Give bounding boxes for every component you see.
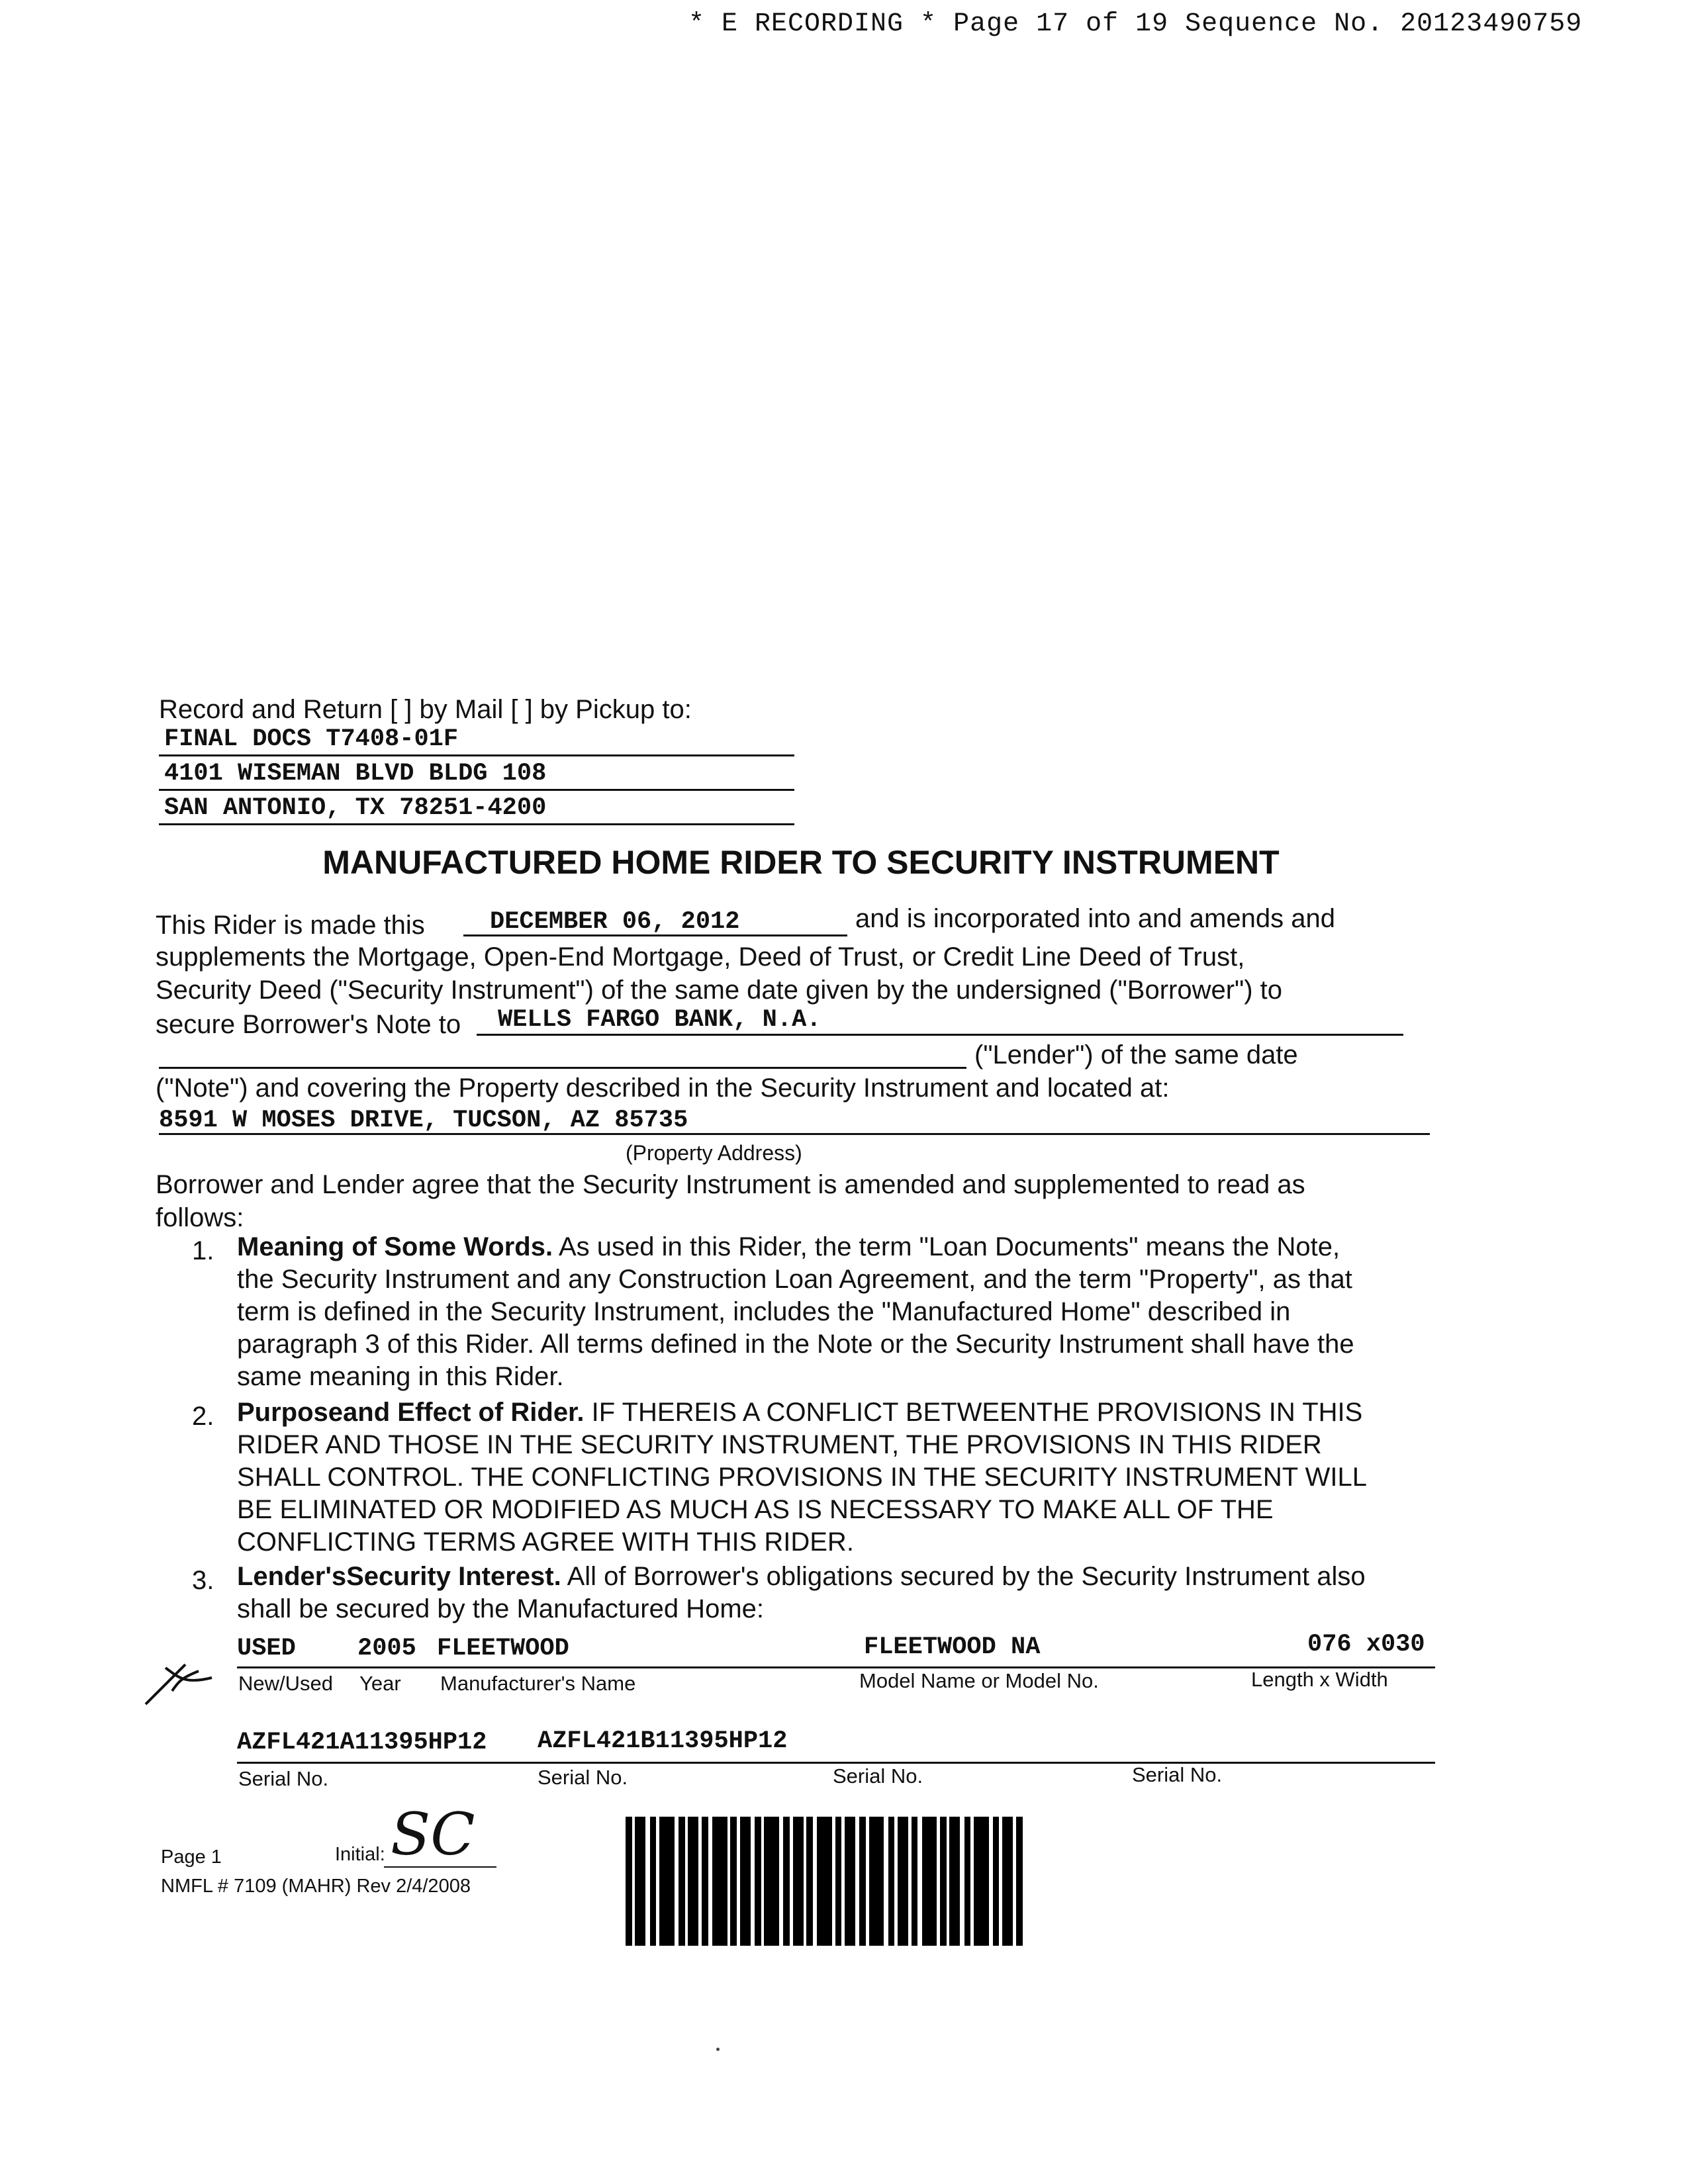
item-3-heading: Lender'sSecurity Interest.	[237, 1562, 561, 1591]
barcode-bar	[764, 1817, 778, 1946]
item-2-text: IF THEREIS A CONFLICT BETWEENTHE PROVISIONS IN THIS RIDER AND THOSE IN THE SECURITY INSTRUMENT, THE PROVISIONS IN THIS RIDER SHALL CONTROL. THE CONFLICTING PROVISIONS IN THE SECURITY INSTRUMENT WILL BE ELIMINATED OR MODIFIED AS MUCH AS IS NECESSARY TO MAKE ALL OF THE CONFLICTING TERMS AGREE WITH THIS RIDER.	[237, 1398, 1366, 1557]
rider-date: DECEMBER 06, 2012	[490, 908, 740, 936]
item-1-heading: Meaning of Some Words.	[237, 1232, 553, 1261]
intro-line3: Security Deed ("Security Instrument") of the same date given by the undersigned ("Borrower") to	[156, 976, 1283, 1005]
barcode-bar	[940, 1817, 947, 1946]
home-new-used: USED	[237, 1635, 296, 1662]
return-address-line-1: FINAL DOCS T7408-01F	[159, 721, 794, 756]
serial-caption-2: Serial No.	[538, 1766, 628, 1789]
serial-caption-4: Serial No.	[1132, 1763, 1223, 1786]
lender-name: WELLS FARGO BANK, N.A.	[498, 1006, 821, 1034]
barcode-bar	[740, 1817, 751, 1946]
intro-line1-rest: and is incorporated into and amends and	[855, 904, 1335, 933]
agree-line1: Borrower and Lender agree that the Security Instrument is amended and supplemented to read as	[156, 1170, 1305, 1199]
barcode-bar	[835, 1817, 842, 1946]
item-2-number: 2.	[192, 1402, 214, 1431]
return-address-line-3: SAN ANTONIO, TX 78251-4200	[159, 790, 794, 825]
initial-underline	[384, 1866, 496, 1868]
caption-size: Length x Width	[1251, 1668, 1388, 1691]
property-address: 8591 W MOSES DRIVE, TUCSON, AZ 85735	[159, 1107, 688, 1134]
item-3-text: All of Borrower's obligations secured by the Security Instrument also shall be secured by the Manufactured Home:	[237, 1562, 1366, 1623]
item-1-number: 1.	[192, 1236, 214, 1265]
barcode-bar	[1016, 1817, 1023, 1946]
barcode-bar	[845, 1817, 855, 1946]
serial-row-underline	[237, 1762, 1435, 1764]
barcode-bar	[993, 1817, 1000, 1946]
home-size: 076 x030	[1307, 1631, 1425, 1659]
barcode-bar	[949, 1817, 960, 1946]
barcode-bar	[650, 1817, 657, 1946]
barcode-bar	[964, 1817, 971, 1946]
barcode-bar	[783, 1817, 790, 1946]
scan-speck	[716, 2048, 720, 2051]
barcode-bar	[755, 1817, 761, 1946]
barcode-bar	[869, 1817, 884, 1946]
home-model: FLEETWOOD NA	[864, 1633, 1041, 1661]
barcode-bar	[898, 1817, 908, 1946]
agree-line2: follows:	[156, 1203, 244, 1232]
item-3-paragraph	[237, 1561, 1376, 1625]
home-manufacturer: FLEETWOOD	[437, 1635, 569, 1662]
serial-number-2: AZFL421B11395HP12	[538, 1727, 788, 1755]
barcode-bar	[712, 1817, 727, 1946]
lender-underline	[477, 1034, 1403, 1036]
return-address-line-2: 4101 WISEMAN BLVD BLDG 108	[159, 756, 794, 791]
serial-caption-1: Serial No.	[238, 1767, 329, 1790]
intro-line2: supplements the Mortgage, Open-End Mortgage, Deed of Trust, or Credit Line Deed of Trust,	[156, 942, 1245, 972]
intro-made-this: This Rider is made this	[156, 911, 425, 940]
initial-label: Initial:	[335, 1844, 385, 1865]
lender-continuation-underline	[159, 1067, 966, 1069]
serial-caption-3: Serial No.	[833, 1764, 923, 1788]
caption-model: Model Name or Model No.	[859, 1669, 1099, 1692]
caption-new-used: New/Used	[238, 1672, 333, 1695]
barcode-bar	[679, 1817, 685, 1946]
intro-line4-start: secure Borrower's Note to	[156, 1010, 461, 1039]
barcode-bar	[817, 1817, 831, 1946]
intro-line6: ("Note") and covering the Property described in the Security Instrument and located at:	[156, 1073, 1170, 1103]
barcode-bar	[730, 1817, 737, 1946]
home-year: 2005	[357, 1635, 416, 1662]
recording-header: * E RECORDING * Page 17 of 19 Sequence No. 20123490759	[688, 9, 1583, 39]
barcode-bar	[806, 1817, 813, 1946]
barcode-bar	[922, 1817, 937, 1946]
serial-number-1: AZFL421A11395HP12	[237, 1729, 487, 1756]
margin-initial-mark	[139, 1651, 218, 1711]
barcode-bar	[888, 1817, 895, 1946]
barcode-bar	[1002, 1817, 1013, 1946]
item-2-paragraph	[237, 1396, 1376, 1559]
item-2-heading: Purposeand Effect of Rider.	[237, 1398, 585, 1427]
caption-manufacturer: Manufacturer's Name	[440, 1672, 636, 1695]
caption-year: Year	[359, 1672, 401, 1695]
barcode-bar	[859, 1817, 866, 1946]
page-number: Page 1	[161, 1846, 222, 1868]
item-3-number: 3.	[192, 1566, 214, 1595]
form-number: NMFL # 7109 (MAHR) Rev 2/4/2008	[161, 1876, 471, 1897]
item-1-text: As used in this Rider, the term "Loan Documents" means the Note, the Security Instrument and any Construction Loan Agreement, and the term "Property", as that term is defined in the Security Instrument, includes the "Manufactured Home" described in paragraph 3 of this Rider. All terms defined in the Note or the Security Instrument shall have the same meaning in this Rider.	[237, 1232, 1354, 1391]
barcode-bar	[659, 1817, 674, 1946]
barcode-bar	[702, 1817, 708, 1946]
barcode-bar	[793, 1817, 804, 1946]
barcode-bar	[635, 1817, 645, 1946]
document-title: MANUFACTURED HOME RIDER TO SECURITY INSTRUMENT	[322, 844, 1280, 881]
barcode-bar	[974, 1817, 988, 1946]
barcode-bar	[688, 1817, 698, 1946]
property-address-caption: (Property Address)	[626, 1141, 802, 1165]
borrower-initials: SC	[391, 1800, 475, 1868]
barcode	[626, 1817, 1076, 1946]
record-return-label: Record and Return [ ] by Mail [ ] by Pickup to:	[159, 695, 692, 724]
item-1-paragraph	[237, 1231, 1376, 1393]
barcode-bar	[626, 1817, 632, 1946]
barcode-bar	[912, 1817, 918, 1946]
intro-line5-rest: ("Lender") of the same date	[974, 1040, 1298, 1069]
